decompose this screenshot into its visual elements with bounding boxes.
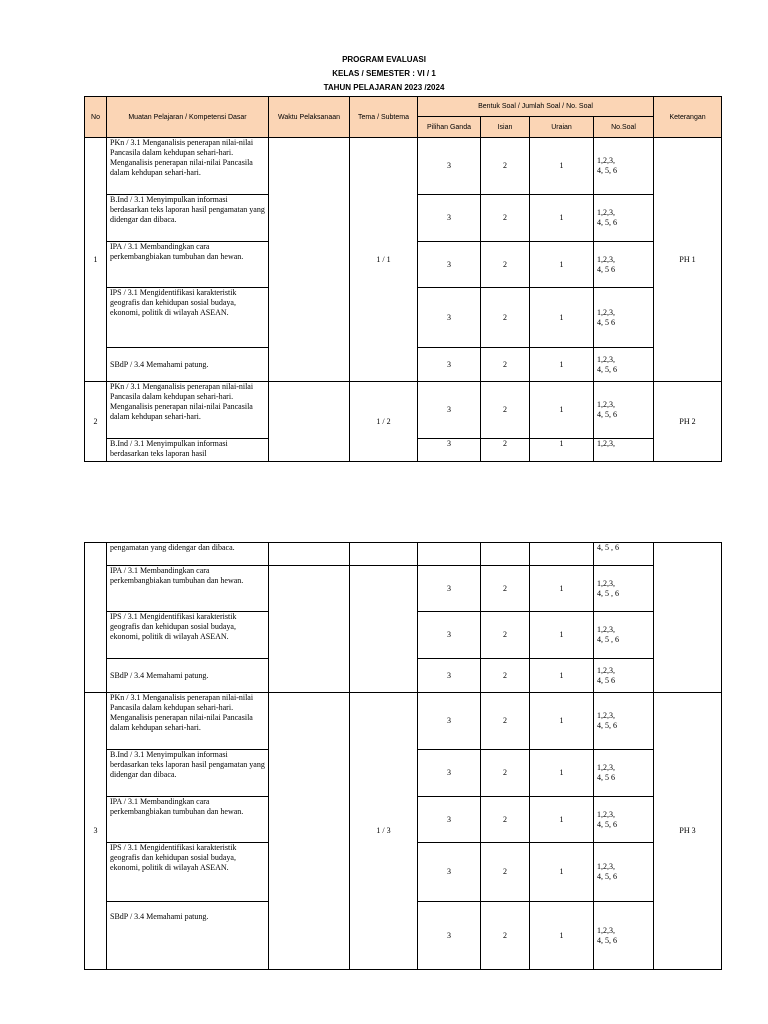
isian-count: 2: [481, 242, 530, 288]
isian-count: 2: [481, 612, 530, 659]
question-numbers: 1,2,3, 4, 5 6: [594, 750, 654, 797]
table-row: [85, 566, 722, 612]
theme-cell: 1 / 2: [350, 382, 418, 462]
subject-competency: IPA / 3.1 Membandingkan cara perkembangbiakan tumbuhan dan hewan.: [107, 566, 269, 612]
remark-cell: [654, 543, 722, 693]
table-row: [85, 693, 722, 750]
isian-count: 2: [481, 843, 530, 902]
subject-competency: SBdP / 3.4 Memahami patung.: [107, 902, 269, 970]
pg-count: 3: [418, 439, 481, 462]
pg-count: 3: [418, 612, 481, 659]
subject-competency: IPA / 3.1 Membandingkan cara perkembangbiakan tumbuhan dan hewan.: [107, 242, 269, 288]
uraian-count: 1: [530, 382, 594, 439]
question-numbers: 1,2,3, 4, 5 6: [594, 659, 654, 693]
question-numbers: 1,2,3, 4, 5 6: [594, 242, 654, 288]
question-numbers: 1,2,3, 4, 5, 6: [594, 902, 654, 970]
uraian-count: 1: [530, 348, 594, 382]
subject-competency: B.Ind / 3.1 Menyimpulkan informasi berdasarkan teks laporan hasil: [107, 439, 269, 462]
question-numbers: 1,2,3, 4, 5 , 6: [594, 612, 654, 659]
subject-competency: B.Ind / 3.1 Menyimpulkan informasi berdasarkan teks laporan hasil pengamatan yang didengar dan dibaca.: [107, 750, 269, 797]
remark-cell: PH 2: [654, 382, 722, 462]
isian-count: 2: [481, 750, 530, 797]
uraian-count: 1: [530, 439, 594, 462]
question-numbers: 1,2,3, 4, 5, 6: [594, 382, 654, 439]
subject-competency: PKn / 3.1 Menganalisis penerapan nilai-nilai Pancasila dalam kehdupan sehari-hari. Menganalisis penerapan nilai-nilai Pancasila dalam kehdupan sehari-hari.: [107, 138, 269, 195]
academic-year: TAHUN PELAJARAN 2023 /2024: [323, 83, 445, 92]
document-title: PROGRAM EVALUASI: [342, 55, 426, 64]
pg-count: 3: [418, 797, 481, 843]
pg-count: 3: [418, 659, 481, 693]
isian-count: 2: [481, 659, 530, 693]
col-pg-header: Pilihan Ganda: [418, 117, 481, 138]
col-no-header: No: [85, 97, 107, 138]
isian-count: 2: [481, 138, 530, 195]
col-uraian-header: Uraian: [530, 117, 594, 138]
uraian-count: 1: [530, 242, 594, 288]
isian-count: 2: [481, 288, 530, 348]
theme-cell: [350, 566, 418, 693]
isian-count: 2: [481, 382, 530, 439]
isian-count: 2: [481, 566, 530, 612]
question-numbers: 1,2,3, 4, 5 , 6: [594, 566, 654, 612]
question-numbers: 1,2,3, 4, 5, 6: [594, 195, 654, 242]
waktu-cell: [269, 543, 350, 566]
col-keterangan-header: Keterangan: [654, 97, 722, 138]
col-bentuk-header: Bentuk Soal / Jumlah Soal / No. Soal: [418, 97, 654, 117]
table-row: [85, 138, 722, 195]
pg-count: 3: [418, 242, 481, 288]
subject-competency: SBdP / 3.4 Memahami patung.: [107, 348, 269, 382]
col-muatan-header: Muatan Pelajaran / Kompetensi Dasar: [107, 97, 269, 138]
isian-count: 2: [481, 348, 530, 382]
question-numbers: 1,2,3, 4, 5 6: [594, 288, 654, 348]
theme-cell: 1 / 1: [350, 138, 418, 382]
col-tema-header: Tema / Subtema: [350, 97, 418, 138]
question-numbers: 1,2,3,: [594, 439, 654, 462]
row-number: 3: [85, 693, 107, 970]
subject-competency: pengamatan yang didengar dan dibaca.: [107, 543, 269, 566]
table-row: [85, 543, 722, 566]
theme-cell: [350, 543, 418, 566]
remark-cell: PH 1: [654, 138, 722, 382]
subject-competency: SBdP / 3.4 Memahami patung.: [107, 659, 269, 693]
uraian-count: 1: [530, 566, 594, 612]
evaluation-table-page-1: [84, 96, 722, 462]
uraian-count: 1: [530, 797, 594, 843]
uraian-count: 1: [530, 195, 594, 242]
remark-cell: PH 3: [654, 693, 722, 970]
subject-competency: B.Ind / 3.1 Menyimpulkan informasi berdasarkan teks laporan hasil pengamatan yang didengar dan dibaca.: [107, 195, 269, 242]
isian-count: 2: [481, 693, 530, 750]
uraian-count: 1: [530, 659, 594, 693]
isian-count: 2: [481, 439, 530, 462]
pg-count: 3: [418, 566, 481, 612]
subject-competency: IPA / 3.1 Membandingkan cara perkembangbiakan tumbuhan dan hewan.: [107, 797, 269, 843]
uraian-count: 1: [530, 138, 594, 195]
uraian-count: 1: [530, 902, 594, 970]
col-isian-header: Isian: [481, 117, 530, 138]
uraian-count: 1: [530, 288, 594, 348]
pg-count: 3: [418, 348, 481, 382]
subject-competency: IPS / 3.1 Mengidentifikasi karakteristik geografis dan kehidupan sosial budaya, ekonomi, politik di wilayah ASEAN.: [107, 612, 269, 659]
uraian-count: [530, 543, 594, 566]
waktu-cell: [269, 138, 350, 382]
subject-competency: PKn / 3.1 Menganalisis penerapan nilai-nilai Pancasila dalam kehdupan sehari-hari. Menganalisis penerapan nilai-nilai Pancasila dalam kehdupan sehari-hari.: [107, 382, 269, 439]
question-numbers: 1,2,3, 4, 5, 6: [594, 843, 654, 902]
pg-count: 3: [418, 195, 481, 242]
row-number: [85, 543, 107, 693]
pg-count: 3: [418, 288, 481, 348]
question-numbers: 1,2,3, 4, 5, 6: [594, 693, 654, 750]
row-number: 2: [85, 382, 107, 462]
question-numbers: 4, 5 , 6: [594, 543, 654, 566]
col-waktu-header: Waktu Pelaksanaan: [269, 97, 350, 138]
pg-count: 3: [418, 750, 481, 797]
uraian-count: 1: [530, 750, 594, 797]
subject-competency: IPS / 3.1 Mengidentifikasi karakteristik geografis dan kehidupan sosial budaya, ekonomi, politik di wilayah ASEAN.: [107, 288, 269, 348]
pg-count: [418, 543, 481, 566]
pg-count: 3: [418, 138, 481, 195]
pg-count: 3: [418, 902, 481, 970]
table-row: [85, 382, 722, 439]
question-numbers: 1,2,3, 4, 5, 6: [594, 138, 654, 195]
isian-count: 2: [481, 902, 530, 970]
class-semester: KELAS / SEMESTER : VI / 1: [332, 69, 436, 78]
evaluation-table-page-2: [84, 542, 722, 970]
isian-count: 2: [481, 797, 530, 843]
uraian-count: 1: [530, 693, 594, 750]
pg-count: 3: [418, 843, 481, 902]
waktu-cell: [269, 382, 350, 462]
question-numbers: 1,2,3, 4, 5, 6: [594, 797, 654, 843]
pg-count: 3: [418, 693, 481, 750]
col-nosoal-header: No.Soal: [594, 117, 654, 138]
subject-competency: IPS / 3.1 Mengidentifikasi karakteristik geografis dan kehidupan sosial budaya, ekonomi, politik di wilayah ASEAN.: [107, 843, 269, 902]
waktu-cell: [269, 693, 350, 970]
subject-competency: PKn / 3.1 Menganalisis penerapan nilai-nilai Pancasila dalam kehdupan sehari-hari. Menganalisis penerapan nilai-nilai Pancasila dalam kehdupan sehari-hari.: [107, 693, 269, 750]
uraian-count: 1: [530, 612, 594, 659]
theme-cell: 1 / 3: [350, 693, 418, 970]
row-number: 1: [85, 138, 107, 382]
pg-count: 3: [418, 382, 481, 439]
uraian-count: 1: [530, 843, 594, 902]
isian-count: 2: [481, 195, 530, 242]
question-numbers: 1,2,3, 4, 5, 6: [594, 348, 654, 382]
isian-count: [481, 543, 530, 566]
waktu-cell: [269, 566, 350, 693]
